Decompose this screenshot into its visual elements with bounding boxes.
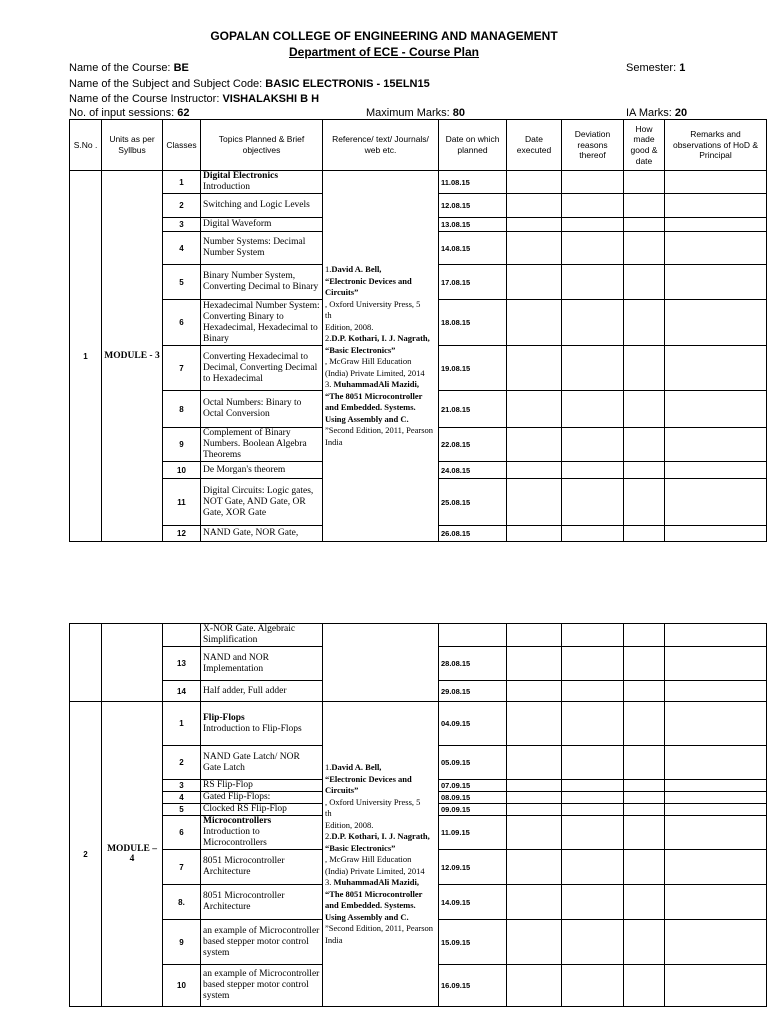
date-planned-cell: 21.08.15 bbox=[439, 391, 507, 428]
col-header-deviation: Deviation reasons thereof bbox=[562, 120, 624, 171]
remarks-cell bbox=[665, 920, 767, 965]
topic-text: X-NOR Gate. Algebraic Simplification bbox=[203, 624, 296, 645]
date-planned-cell: 16.09.15 bbox=[439, 965, 507, 1007]
deviation-cell bbox=[562, 850, 624, 885]
topic-cell bbox=[201, 462, 323, 479]
deviation-cell bbox=[562, 194, 624, 218]
table-row bbox=[70, 624, 767, 647]
class-number-cell: 14 bbox=[163, 681, 201, 702]
date-planned-cell: 14.08.15 bbox=[439, 232, 507, 265]
class-number-cell: 11 bbox=[163, 479, 201, 526]
date-planned-cell: 25.08.15 bbox=[439, 479, 507, 526]
class-number-cell: 12 bbox=[163, 526, 201, 542]
topic-cell bbox=[201, 702, 323, 746]
remarks-cell bbox=[665, 428, 767, 462]
how-made-good-cell bbox=[624, 218, 665, 232]
input-sessions: No. of input sessions: 62 bbox=[69, 107, 190, 119]
date-executed-cell bbox=[507, 479, 562, 526]
topic-cell bbox=[201, 965, 323, 1007]
date-executed-cell bbox=[507, 885, 562, 920]
topic-cell bbox=[201, 920, 323, 965]
remarks-cell bbox=[665, 965, 767, 1007]
topic-cell bbox=[201, 746, 323, 780]
topic-text: Introduction to Flip-Flops bbox=[203, 723, 302, 734]
deviation-cell bbox=[562, 526, 624, 542]
deviation-cell bbox=[562, 702, 624, 746]
maximum-marks: Maximum Marks: 80 bbox=[366, 107, 466, 119]
class-number-cell: 3 bbox=[163, 780, 201, 792]
module-cell bbox=[102, 624, 163, 702]
topic-cell bbox=[201, 526, 323, 542]
how-made-good-cell bbox=[624, 850, 665, 885]
date-executed-cell bbox=[507, 816, 562, 850]
col-header-topics: Topics Planned & Brief objectives bbox=[201, 120, 323, 171]
topic-cell bbox=[201, 792, 323, 804]
topic-cell bbox=[201, 346, 323, 391]
how-made-good-cell bbox=[624, 780, 665, 792]
class-number-cell: 1 bbox=[163, 702, 201, 746]
section-heading: Flip-Flops bbox=[203, 712, 245, 723]
section-heading: Digital Electronics bbox=[203, 171, 279, 181]
how-made-good-cell bbox=[624, 885, 665, 920]
remarks-cell bbox=[665, 804, 767, 816]
topic-cell bbox=[201, 232, 323, 265]
remarks-cell bbox=[665, 624, 767, 647]
remarks-cell bbox=[665, 300, 767, 346]
remarks-cell bbox=[665, 218, 767, 232]
sno-cell: 1 bbox=[70, 171, 102, 542]
remarks-cell bbox=[665, 265, 767, 300]
date-planned-cell: 17.08.15 bbox=[439, 265, 507, 300]
topic-cell bbox=[201, 479, 323, 526]
class-number-cell: 4 bbox=[163, 232, 201, 265]
date-planned-cell: 28.08.15 bbox=[439, 647, 507, 681]
remarks-cell bbox=[665, 792, 767, 804]
topic-text: Half adder, Full adder bbox=[203, 685, 287, 696]
topic-text: Binary Number System, Converting Decimal to Binary bbox=[203, 271, 319, 292]
topic-cell bbox=[201, 780, 323, 792]
topic-text: Octal Numbers: Binary to Octal Conversion bbox=[203, 398, 302, 419]
module-cell: MODULE - 3 bbox=[102, 171, 163, 542]
topic-text: Converting Hexadecimal to Decimal, Converting Decimal to Hexadecimal bbox=[203, 351, 318, 384]
reference-cell: 1.David A. Bell, “Electronic Devices and Circuits” , Oxford University Press, 5 th Edition, 2008. 2.D.P. Kothari, I. J. Nagrath, “Basic Electronics” , McGraw Hill Education (India) Private Limited, 2014 3. MuhammadAli Mazidi, “The 8051 Microcontroller and Embedded. Systems. Using Assembly and C. ”Second Edition, 2011, Pearson India bbox=[323, 702, 439, 1007]
deviation-cell bbox=[562, 780, 624, 792]
how-made-good-cell bbox=[624, 965, 665, 1007]
topic-text: Introduction to Microcontrollers bbox=[203, 827, 267, 848]
deviation-cell bbox=[562, 265, 624, 300]
class-number-cell: 9 bbox=[163, 920, 201, 965]
deviation-cell bbox=[562, 816, 624, 850]
date-executed-cell bbox=[507, 346, 562, 391]
topic-text: Clocked RS Flip-Flop bbox=[203, 804, 287, 814]
date-planned-cell: 24.08.15 bbox=[439, 462, 507, 479]
date-executed-cell bbox=[507, 804, 562, 816]
topic-text: Introduction bbox=[203, 182, 250, 192]
deviation-cell bbox=[562, 428, 624, 462]
date-executed-cell bbox=[507, 428, 562, 462]
deviation-cell bbox=[562, 885, 624, 920]
col-header-how-made-good: How made good & date bbox=[624, 120, 665, 171]
remarks-cell bbox=[665, 526, 767, 542]
topic-cell bbox=[201, 850, 323, 885]
remarks-cell bbox=[665, 232, 767, 265]
deviation-cell bbox=[562, 171, 624, 194]
remarks-cell bbox=[665, 462, 767, 479]
col-header-reference: Reference/ text/ Journals/ web etc. bbox=[323, 120, 439, 171]
date-planned-cell: 05.09.15 bbox=[439, 746, 507, 780]
how-made-good-cell bbox=[624, 428, 665, 462]
remarks-cell bbox=[665, 681, 767, 702]
how-made-good-cell bbox=[624, 346, 665, 391]
instructor-name: Name of the Course Instructor: VISHALAKSHI B H bbox=[69, 93, 320, 105]
topic-text: Complement of Binary Numbers. Boolean Algebra Theorems bbox=[203, 428, 307, 460]
col-header-classes: Classes bbox=[163, 120, 201, 171]
class-number-cell: 4 bbox=[163, 792, 201, 804]
class-number-cell: 6 bbox=[163, 816, 201, 850]
remarks-cell bbox=[665, 479, 767, 526]
date-executed-cell bbox=[507, 300, 562, 346]
remarks-cell bbox=[665, 171, 767, 194]
date-executed-cell bbox=[507, 265, 562, 300]
semester: Semester: 1 bbox=[626, 62, 686, 74]
how-made-good-cell bbox=[624, 702, 665, 746]
deviation-cell bbox=[562, 965, 624, 1007]
date-executed-cell bbox=[507, 218, 562, 232]
topic-text: Hexadecimal Number System: Converting Binary to Hexadecimal, Hexadecimal to Binary bbox=[203, 300, 320, 344]
how-made-good-cell bbox=[624, 391, 665, 428]
topic-cell bbox=[201, 194, 323, 218]
how-made-good-cell bbox=[624, 526, 665, 542]
college-title: GOPALAN COLLEGE OF ENGINEERING AND MANAGEMENT bbox=[210, 29, 558, 43]
topic-text: Number Systems: Decimal Number System bbox=[203, 237, 306, 258]
date-planned-cell: 22.08.15 bbox=[439, 428, 507, 462]
class-number-cell: 1 bbox=[163, 171, 201, 194]
module-cell: MODULE – 4 bbox=[102, 702, 163, 1007]
date-planned-cell: 08.09.15 bbox=[439, 792, 507, 804]
class-number-cell: 9 bbox=[163, 428, 201, 462]
topic-text: an example of Microcontroller based stepper motor control system bbox=[203, 925, 320, 958]
date-executed-cell bbox=[507, 780, 562, 792]
topic-cell bbox=[201, 804, 323, 816]
topic-text: Switching and Logic Levels bbox=[203, 200, 310, 210]
date-executed-cell bbox=[507, 171, 562, 194]
topic-cell bbox=[201, 647, 323, 681]
class-number-cell: 10 bbox=[163, 965, 201, 1007]
date-planned-cell: 07.09.15 bbox=[439, 780, 507, 792]
table-header-row bbox=[70, 120, 767, 171]
class-number-cell: 5 bbox=[163, 804, 201, 816]
col-header-remarks: Remarks and observations of HoD & Principal bbox=[665, 120, 767, 171]
subject-name: Name of the Subject and Subject Code: BASIC ELECTRONIS - 15ELN15 bbox=[69, 78, 430, 90]
topic-text: NAND and NOR Implementation bbox=[203, 652, 269, 674]
class-number-cell: 5 bbox=[163, 265, 201, 300]
ia-marks: IA Marks: 20 bbox=[626, 107, 688, 119]
remarks-cell bbox=[665, 647, 767, 681]
deviation-cell bbox=[562, 624, 624, 647]
topic-cell bbox=[201, 428, 323, 462]
class-number-cell: 2 bbox=[163, 194, 201, 218]
class-number-cell: 6 bbox=[163, 300, 201, 346]
how-made-good-cell bbox=[624, 804, 665, 816]
date-planned-cell: 14.09.15 bbox=[439, 885, 507, 920]
how-made-good-cell bbox=[624, 479, 665, 526]
deviation-cell bbox=[562, 647, 624, 681]
deviation-cell bbox=[562, 346, 624, 391]
remarks-cell bbox=[665, 746, 767, 780]
how-made-good-cell bbox=[624, 746, 665, 780]
deviation-cell bbox=[562, 804, 624, 816]
date-executed-cell bbox=[507, 965, 562, 1007]
date-executed-cell bbox=[507, 624, 562, 647]
class-number-cell: 7 bbox=[163, 850, 201, 885]
date-planned-cell: 15.09.15 bbox=[439, 920, 507, 965]
remarks-cell bbox=[665, 346, 767, 391]
topic-text: 8051 Microcontroller Architecture bbox=[203, 856, 285, 877]
topic-cell bbox=[201, 391, 323, 428]
topic-text: an example of Microcontroller based stepper motor control system bbox=[203, 969, 320, 1001]
how-made-good-cell bbox=[624, 171, 665, 194]
date-planned-cell: 11.08.15 bbox=[439, 171, 507, 194]
how-made-good-cell bbox=[624, 920, 665, 965]
date-planned-cell bbox=[439, 624, 507, 647]
course-name: Name of the Course: BE bbox=[69, 62, 189, 74]
topic-text: Digital Circuits: Logic gates, NOT Gate, AND Gate, OR Gate, XOR Gate bbox=[203, 485, 314, 518]
date-executed-cell bbox=[507, 792, 562, 804]
date-planned-cell: 19.08.15 bbox=[439, 346, 507, 391]
date-executed-cell bbox=[507, 391, 562, 428]
deviation-cell bbox=[562, 300, 624, 346]
sno-cell bbox=[70, 624, 102, 702]
remarks-cell bbox=[665, 816, 767, 850]
class-number-cell: 2 bbox=[163, 746, 201, 780]
date-executed-cell bbox=[507, 462, 562, 479]
class-number-cell: 8 bbox=[163, 391, 201, 428]
col-header-date-executed: Date executed bbox=[507, 120, 562, 171]
deviation-cell bbox=[562, 746, 624, 780]
date-planned-cell: 29.08.15 bbox=[439, 681, 507, 702]
date-planned-cell: 18.08.15 bbox=[439, 300, 507, 346]
topic-cell bbox=[201, 681, 323, 702]
col-header-units: Units as per Syllbus bbox=[102, 120, 163, 171]
reference-cell: 1.David A. Bell, “Electronic Devices and Circuits” , Oxford University Press, 5 th Edition, 2008. 2.D.P. Kothari, I. J. Nagrath, “Basic Electronics” , McGraw Hill Education (India) Private Limited, 2014 3. MuhammadAli Mazidi, “The 8051 Microcontroller and Embedded. Systems. Using Assembly and C. ”Second Edition, 2011, Pearson India bbox=[323, 171, 439, 542]
how-made-good-cell bbox=[624, 816, 665, 850]
date-planned-cell: 12.08.15 bbox=[439, 194, 507, 218]
deviation-cell bbox=[562, 218, 624, 232]
class-number-cell: 8. bbox=[163, 885, 201, 920]
date-planned-cell: 11.09.15 bbox=[439, 816, 507, 850]
topic-text: NAND Gate, NOR Gate, bbox=[203, 528, 299, 538]
topic-text: De Morgan's theorem bbox=[203, 464, 286, 475]
section-heading: Microcontrollers bbox=[203, 816, 272, 826]
course-plan-table-1 bbox=[69, 119, 767, 542]
remarks-cell bbox=[665, 850, 767, 885]
deviation-cell bbox=[562, 920, 624, 965]
deviation-cell bbox=[562, 391, 624, 428]
date-planned-cell: 09.09.15 bbox=[439, 804, 507, 816]
topic-text: NAND Gate Latch/ NOR Gate Latch bbox=[203, 751, 300, 773]
date-executed-cell bbox=[507, 746, 562, 780]
how-made-good-cell bbox=[624, 624, 665, 647]
topic-text: Gated Flip-Flops: bbox=[203, 792, 271, 802]
topic-text: 8051 Microcontroller Architecture bbox=[203, 891, 285, 912]
topic-text: RS Flip-Flop bbox=[203, 780, 253, 790]
class-number-cell: 7 bbox=[163, 346, 201, 391]
date-executed-cell bbox=[507, 920, 562, 965]
class-number-cell: 3 bbox=[163, 218, 201, 232]
how-made-good-cell bbox=[624, 647, 665, 681]
how-made-good-cell bbox=[624, 462, 665, 479]
deviation-cell bbox=[562, 792, 624, 804]
date-planned-cell: 13.08.15 bbox=[439, 218, 507, 232]
date-planned-cell: 12.09.15 bbox=[439, 850, 507, 885]
remarks-cell bbox=[665, 702, 767, 746]
date-executed-cell bbox=[507, 850, 562, 885]
topic-cell bbox=[201, 624, 323, 647]
date-executed-cell bbox=[507, 647, 562, 681]
col-header-date-planned: Date on which planned bbox=[439, 120, 507, 171]
how-made-good-cell bbox=[624, 232, 665, 265]
sno-cell: 2 bbox=[70, 702, 102, 1007]
date-executed-cell bbox=[507, 681, 562, 702]
table-row bbox=[70, 171, 767, 194]
topic-cell bbox=[201, 300, 323, 346]
how-made-good-cell bbox=[624, 300, 665, 346]
class-number-cell: 10 bbox=[163, 462, 201, 479]
date-executed-cell bbox=[507, 232, 562, 265]
topic-cell bbox=[201, 885, 323, 920]
date-executed-cell bbox=[507, 526, 562, 542]
date-planned-cell: 04.09.15 bbox=[439, 702, 507, 746]
class-number-cell: 13 bbox=[163, 647, 201, 681]
topic-text: Digital Waveform bbox=[203, 219, 272, 229]
topic-cell bbox=[201, 265, 323, 300]
deviation-cell bbox=[562, 462, 624, 479]
how-made-good-cell bbox=[624, 792, 665, 804]
date-planned-cell: 26.08.15 bbox=[439, 526, 507, 542]
class-number-cell bbox=[163, 624, 201, 647]
topic-cell bbox=[201, 171, 323, 194]
course-plan-table-2 bbox=[69, 623, 767, 1007]
deviation-cell bbox=[562, 479, 624, 526]
remarks-cell bbox=[665, 194, 767, 218]
deviation-cell bbox=[562, 681, 624, 702]
department-title: Department of ECE - Course Plan bbox=[288, 45, 480, 59]
date-executed-cell bbox=[507, 702, 562, 746]
col-header-sno: S.No . bbox=[70, 120, 102, 171]
remarks-cell bbox=[665, 780, 767, 792]
topic-cell bbox=[201, 218, 323, 232]
topic-cell bbox=[201, 816, 323, 850]
remarks-cell bbox=[665, 885, 767, 920]
date-executed-cell bbox=[507, 194, 562, 218]
how-made-good-cell bbox=[624, 681, 665, 702]
remarks-cell bbox=[665, 391, 767, 428]
how-made-good-cell bbox=[624, 194, 665, 218]
how-made-good-cell bbox=[624, 265, 665, 300]
reference-cell bbox=[323, 624, 439, 702]
table-row bbox=[70, 702, 767, 746]
deviation-cell bbox=[562, 232, 624, 265]
